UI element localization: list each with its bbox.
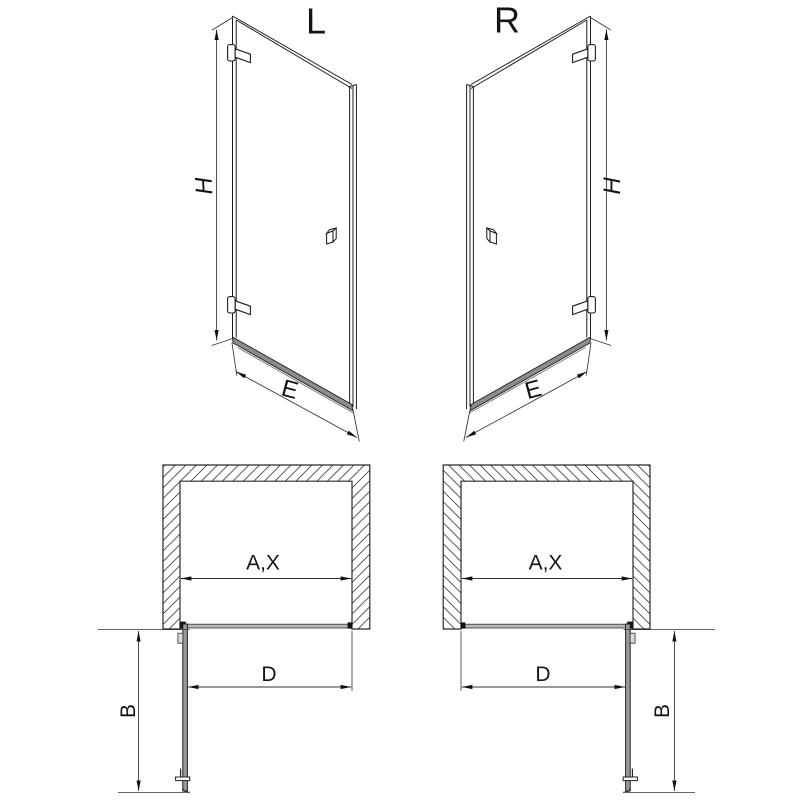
- dim-label-depth-left: B: [116, 703, 140, 719]
- variant-label-left: L: [305, 0, 327, 42]
- dim-label-e-left: E: [278, 374, 301, 405]
- dim-label-h-right: H: [598, 177, 626, 195]
- variant-label-right: R: [494, 0, 520, 41]
- dim-label-opening-right: A,X: [528, 551, 563, 575]
- dim-label-opening-left: A,X: [246, 551, 280, 575]
- plan-right-view: [443, 465, 715, 792]
- plan-left-linework: [98, 465, 370, 792]
- dim-label-h-left: H: [190, 176, 219, 196]
- dim-label-depth-right: B: [650, 703, 674, 719]
- plan-right-linework: [443, 465, 715, 792]
- door-right-view: [464, 0, 626, 441]
- door-left-view: [190, 1, 359, 442]
- dim-label-e-right: E: [522, 374, 545, 405]
- dim-label-door-left: D: [261, 662, 277, 686]
- dim-label-door-right: D: [535, 662, 551, 686]
- plan-left-view: [98, 465, 370, 792]
